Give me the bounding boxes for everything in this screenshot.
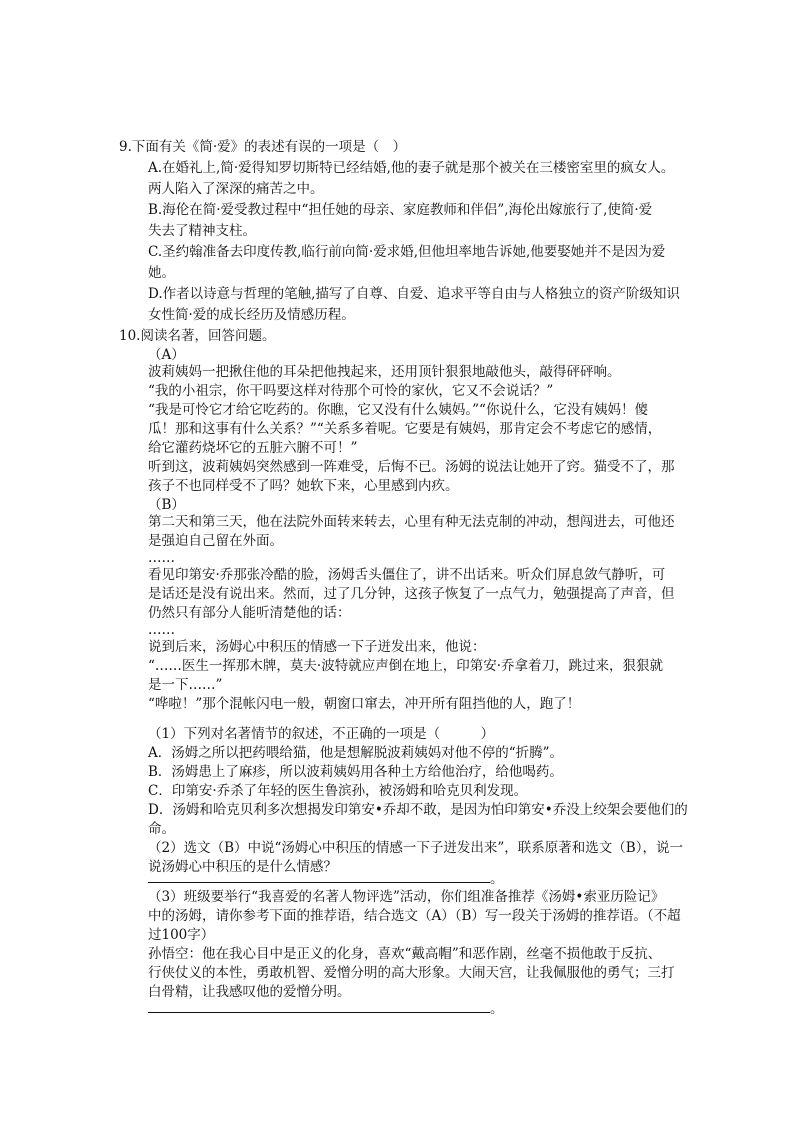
sub3-answer-row [148,998,504,1019]
sub1-stem: （1）下列对名著情节的叙述，不正确的一项是（ ） [148,726,495,742]
sub2-line: 说汤姆心中积压的是什么情感？ [148,859,337,875]
sub3-line: （3）班级要举行“我喜爱的名著人物评选”活动，你们组准备推荐《汤姆•索亚历险记》 [148,889,665,905]
passage-b-line: 仍然只有部分人能听清楚他的话： [148,605,351,621]
passage-b-line: “……医生一挥那木牌，莫夫·波特就应声倒在地上，印第安·乔拿着刀，跳过来，狠狠就 [148,658,663,674]
passage-a-line: 瓜！那和这事有什么关系？”“关系多着呢。它要是有姨妈，那肯定会不考虑它的感情， [148,421,662,437]
passage-b-line: 是一下……” [148,677,223,693]
sub3-line: 孙悟空：他在我心目中是正义的化身，喜欢“戴高帽”和恶作剧，丝毫不损他敢于反抗、 [148,946,662,962]
sub2-answer-blank[interactable] [148,868,490,883]
passage-b-line: 看见印第安·乔那张冷酷的脸，汤姆舌头僵住了，讲不出话来。听众们屏息敛气静听，可 [148,567,666,583]
passage-b-line: 说到后来，汤姆心中积压的情感一下子迸发出来，他说： [148,639,486,655]
passage-a-line: 听到这，波莉姨妈突然感到一阵难受，后悔不已。汤姆的说法让她开了窍。猫受不了，那 [148,459,675,475]
passage-a-line: 孩子不也同样受不了吗？她软下来，心里感到内疚。 [148,478,459,494]
sub3-line: 行侠仗义的本性，勇敢机智、爱憎分明的高大形象。大闹天宫，让我佩服他的勇气；三打 [148,965,675,981]
sub3-line: 过100字） [148,927,215,943]
passage-b-line: …… [148,622,175,638]
sub1-option-a: A．汤姆之所以把药喂给猫，他是想解脱波莉姨妈对他不停的“折腾”。 [148,745,564,761]
sub2-line: （2）选文（B）中说“汤姆心中积压的情感一下子迸发出来”，联系原著和选文（B），说一 [148,840,683,856]
passage-b-line: 是强迫自己留在外面。 [148,533,283,549]
sub3-answer-blank[interactable] [148,998,490,1013]
q9-option-d-line2: 女性简·爱的成长经历及情感历程。 [148,307,355,323]
q10-stem: 10.阅读名著，回答问题。 [119,328,276,344]
passage-a-label: （A） [148,347,185,363]
passage-a-line: “我是可怜它才给它吃药的。你瞧，它又没有什么姨妈。”“你说什么，它没有姨妈！傻 [148,402,648,418]
passage-b-line: …… [148,550,175,566]
sub1-option-d-line2: 命。 [148,821,175,837]
sub3-line: 白骨精，让我感叹他的爱憎分明。 [148,984,351,1000]
q9-option-b-line2: 失去了精神支柱。 [148,223,256,239]
passage-b-line: 第二天和第三天，他在法院外面转来转去，心里有种无法克制的冲动，想闯进去，可他还 [148,514,675,530]
sub1-option-c: C．印第安·乔杀了年轻的医生鲁滨孙，被汤姆和哈克贝利发现。 [148,783,528,799]
sub3-end-mark: 。 [490,1001,504,1017]
q9-option-a-line1: A.在婚礼上,简·爱得知罗切斯特已经结婚,他的妻子就是那个被关在三楼密室里的疯女人。 [148,160,675,176]
passage-b-line: 是话还是没有说出来。然而，过了几分钟，这孩子恢复了一点气力，勉强提高了声音，但 [148,586,675,602]
q9-option-c-line1: C.圣约翰准备去印度传教,临行前向简·爱求婚,但他坦率地告诉她,他要娶她并不是因为爱 [148,244,666,260]
sub1-option-b: B．汤姆患上了麻疹，所以波莉姨妈用各种土方给他治疗，给他喝药。 [148,764,563,780]
q9-option-c-line2: 她。 [148,265,175,281]
passage-a-line: “我的小祖宗，你干吗要这样对待那个可怜的家伙，它又不会说话？” [148,383,554,399]
sub2-answer-row [148,868,504,889]
sub3-line: 中的汤姆，请你参考下面的推荐语，结合选文（A）（B）写一段关于汤姆的推荐语。（不超 [148,908,681,924]
passage-b-label: （B） [148,497,185,513]
passage-a-line: 给它灌药烧坏它的五脏六腑不可！” [148,440,358,456]
passage-b-line: “哗啦！”那个混帐闪电一般，朝窗口窜去，冲开所有阻挡他的人，跑了！ [148,696,581,712]
passage-a-line: 波莉姨妈一把揪住他的耳朵把他拽起来，还用顶针狠狠地敲他头，敲得砰砰响。 [148,364,621,380]
q9-option-b-line1: B.海伦在简·爱受教过程中“担任她的母亲、家庭教师和伴侣”,海伦出嫁旅行了,使简·爱 [148,202,653,218]
q9-option-d-line1: D.作者以诗意与哲理的笔触,描写了自尊、自爱、追求平等自由与人格独立的资产阶级知识 [148,286,680,302]
sub1-option-d-line1: D．汤姆和哈克贝利多次想揭发印第安•乔却不敢，是因为怕印第安•乔没上绞架会要他们的 [148,802,688,818]
q9-stem: 9.下面有关《简·爱》的表述有误的一项是（ ） [119,139,407,155]
sub2-end-mark: 。 [490,871,504,887]
q9-option-a-line2: 两人陷入了深深的痛苦之中。 [148,181,324,197]
